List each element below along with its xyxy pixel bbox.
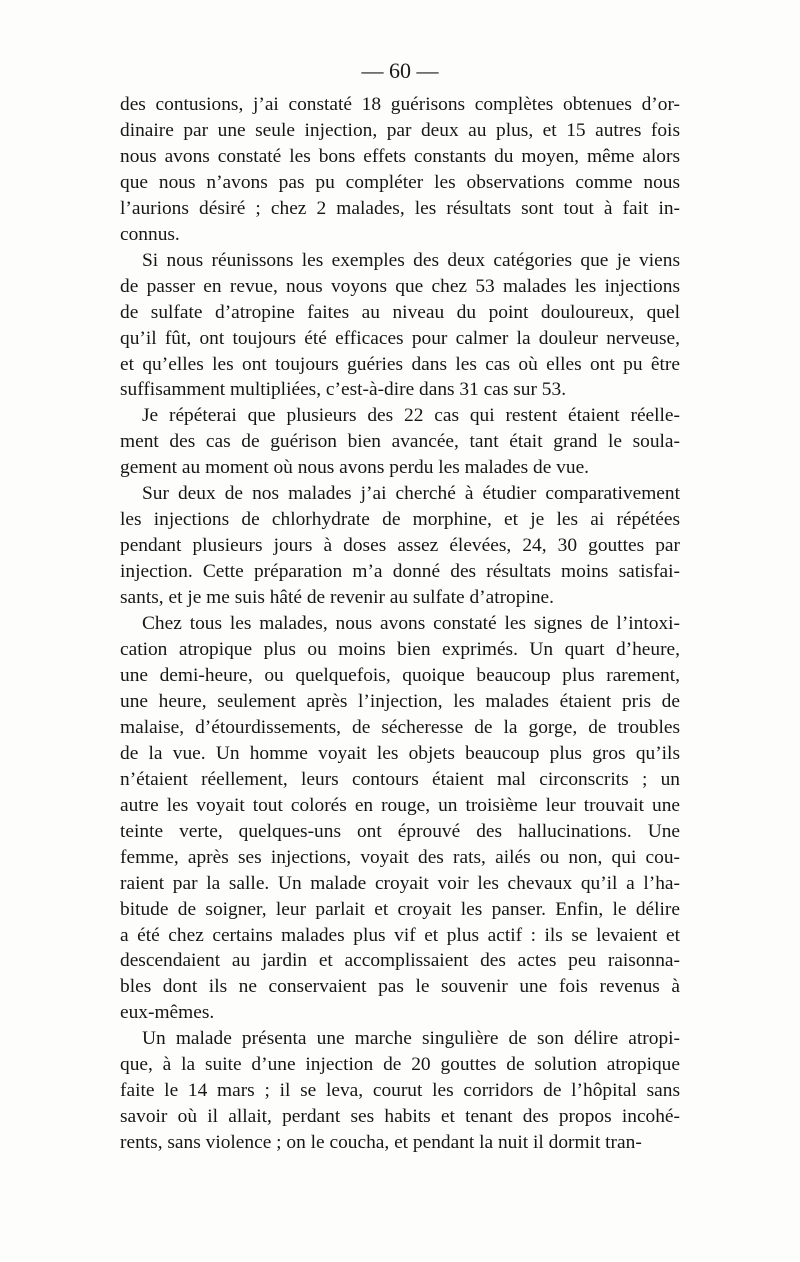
text-line: les injections de chlorhydrate de morphine, et je les ai répétées: [120, 509, 680, 531]
text-line: raient par la salle. Un malade croyait voir les chevaux qu’il a l’ha-: [120, 872, 680, 894]
text-line: malaise, d’étourdissements, de sécheresse de la gorge, de troubles: [120, 716, 680, 738]
text-line: teinte verte, quelques-uns ont éprouvé des hallucinations. Une: [120, 820, 680, 842]
text-line: des contusions, j’ai constaté 18 guérisons complètes obtenues d’or-: [120, 94, 680, 115]
text-line: dinaire par une seule injection, par deux au plus, et 15 autres fois: [120, 119, 680, 141]
paragraph: [120, 611, 680, 1026]
text-line: de sulfate d’atropine faites au niveau du point douloureux, quel: [120, 301, 680, 323]
text-line: nous avons constaté les bons effets constants du moyen, même alors: [120, 145, 680, 167]
page-number: — 60 —: [361, 58, 439, 83]
text-line: gement au moment où nous avons perdu les malades de vue.: [120, 457, 590, 479]
text-line: et qu’elles les ont toujours guéries dans les cas où elles ont pu être: [120, 353, 680, 375]
text-line: bles dont ils ne conservaient pas le souvenir une fois revenus à: [120, 976, 680, 998]
text-line: Si nous réunissons les exemples des deux catégories que je viens: [142, 249, 680, 271]
text-line: rents, sans violence ; on le coucha, et pendant la nuit il dormit tran-: [120, 1132, 642, 1154]
text-line: connus.: [120, 223, 180, 245]
text-line: sants, et je me suis hâté de revenir au sulfate d’atropine.: [120, 587, 554, 609]
text-line: descendaient au jardin et accomplissaient des actes peu raisonna-: [120, 950, 680, 972]
text-line: femme, après ses injections, voyait des rats, ailés ou non, qui cou-: [120, 846, 680, 868]
text-line: savoir où il allait, perdant ses habits et tenant des propos incohé-: [120, 1106, 680, 1128]
text-line: de la vue. Un homme voyait les objets beaucoup plus gros qu’ils: [120, 742, 680, 764]
text-line: faite le 14 mars ; il se leva, courut les corridors de l’hôpital sans: [120, 1080, 680, 1102]
text-line: ment des cas de guérison bien avancée, tant était grand le soula-: [120, 431, 680, 453]
text-line: bitude de soigner, leur parlait et croyait les panser. Enfin, le délire: [120, 898, 680, 920]
text-line: qu’il fût, ont toujours été efficaces pour calmer la douleur nerveuse,: [120, 327, 680, 349]
text-line: Sur deux de nos malades j’ai cherché à étudier comparativement: [142, 483, 680, 505]
text-line: que nous n’avons pas pu compléter les observations comme nous: [120, 171, 680, 193]
text-line: eux-mêmes.: [120, 1002, 215, 1024]
text-line: une demi-heure, ou quelquefois, quoique beaucoup plus rarement,: [120, 664, 680, 686]
paragraph: [120, 403, 680, 481]
paragraph: [120, 248, 680, 404]
paragraph: [120, 1026, 680, 1156]
text-line: n’étaient réellement, leurs contours étaient mal circonscrits ; un: [120, 768, 680, 790]
paragraph: [120, 92, 680, 248]
text-line: Chez tous les malades, nous avons constaté les signes de l’intoxi-: [142, 613, 680, 635]
text-line: Je répéterai que plusieurs des 22 cas qui restent étaient réelle-: [142, 405, 680, 427]
text-line: l’aurions désiré ; chez 2 malades, les résultats sont tout à fait in-: [120, 197, 680, 219]
text-line: injection. Cette préparation m’a donné des résultats moins satisfai-: [120, 561, 680, 583]
text-line: pendant plusieurs jours à doses assez élevées, 24, 30 gouttes par: [120, 535, 680, 557]
text-line: a été chez certains malades plus vif et plus actif : ils se levaient et: [120, 924, 680, 946]
text-line: une heure, seulement après l’injection, les malades étaient pris de: [120, 690, 680, 712]
text-line: autre les voyait tout colorés en rouge, un troisième leur trouvait une: [120, 794, 680, 816]
text-line: Un malade présenta une marche singulière de son délire atropi-: [142, 1028, 680, 1050]
text-line: de passer en revue, nous voyons que chez 53 malades les injections: [120, 275, 680, 297]
body-text: [120, 92, 680, 1156]
text-line: cation atropique plus ou moins bien exprimés. Un quart d’heure,: [120, 639, 680, 661]
text-line: suffisamment multipliées, c’est-à-dire dans 31 cas sur 53.: [120, 379, 567, 401]
paragraph: [120, 481, 680, 611]
text-line: que, à la suite d’une injection de 20 gouttes de solution atropique: [120, 1054, 680, 1076]
